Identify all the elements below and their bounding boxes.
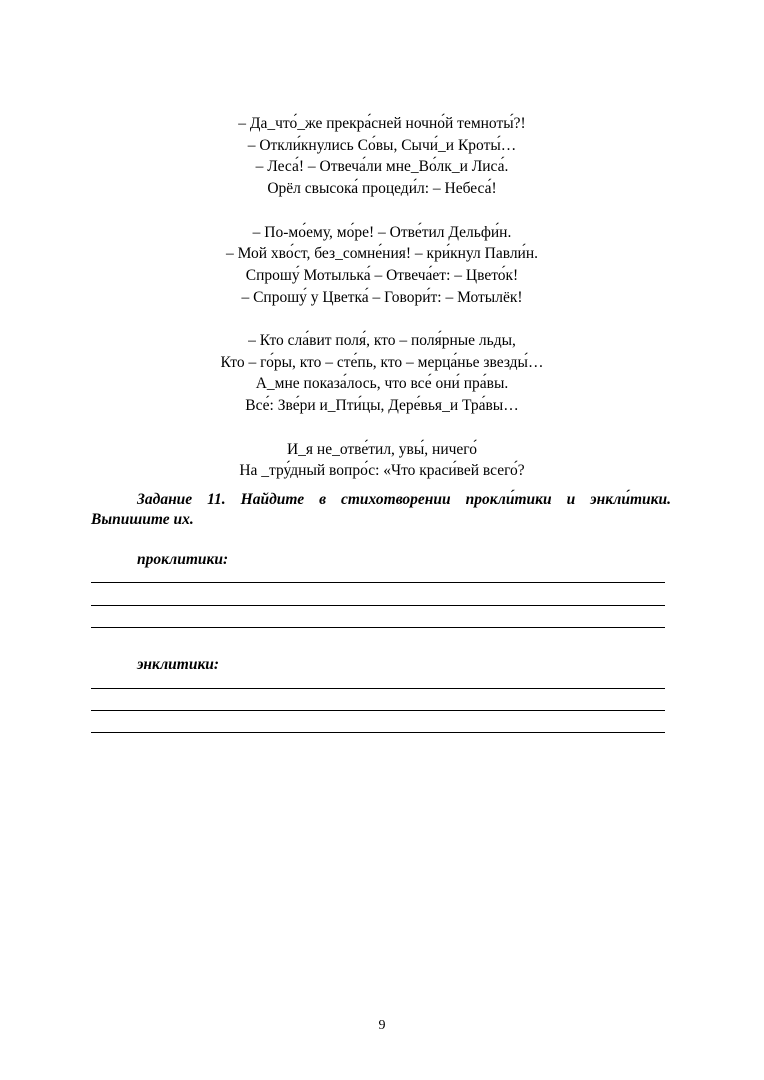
- poem-line: Спрошу́ Мотылька́ – Отвеча́ет: – Цвето́к!: [245, 266, 519, 284]
- poem-stanza-2: [0, 222, 764, 309]
- poem-line: А_мне показа́лось, что все́ они́ пра́вы.: [255, 375, 509, 393]
- poem-line: – Леса́! – Отвеча́ли мне_Во́лк_и Лиса́.: [255, 158, 509, 176]
- poem-line: Все́: Зве́ри и_Пти́цы, Дере́вья_и Тра́вы…: [245, 397, 519, 415]
- enclitics-answer-line-1[interactable]: [91, 688, 665, 689]
- poem-stanza-1: [0, 113, 764, 200]
- proclitics-label: проклитики:: [137, 551, 229, 568]
- enclitics-label: энклитики:: [137, 656, 220, 673]
- poem-line: – Мой хво́ст, без_сомне́ния! – кри́кнул Павли́н.: [225, 245, 539, 263]
- enclitics-answer-line-3[interactable]: [91, 732, 665, 733]
- poem: [0, 113, 764, 482]
- task-text: Задание 11. Найдите в стихотворении прокли́тики и энкли́тики. Выпишите их.: [91, 491, 671, 528]
- proclitics-answer-line-2[interactable]: [91, 605, 665, 606]
- poem-line: – По-мо́ему, мо́ре! – Отве́тил Дельфи́н.: [252, 223, 512, 241]
- poem-line: На _тру́дный вопро́с: «Что краси́вей всего́?: [239, 462, 525, 480]
- poem-line: И_я не_отве́тил, увы́, ничего́: [286, 440, 478, 458]
- proclitics-answer-line-1[interactable]: [91, 582, 665, 583]
- page-number: 9: [378, 1018, 386, 1033]
- proclitics-answer-line-3[interactable]: [91, 627, 665, 628]
- poem-stanza-4: [0, 439, 764, 482]
- poem-line: – Спрошу́ у Цветка́ – Говори́т: – Мотылёк!: [241, 288, 523, 306]
- enclitics-answer-line-2[interactable]: [91, 710, 665, 711]
- poem-line: – Откли́кнулись Со́вы, Сычи́_и Кроты́…: [247, 136, 517, 154]
- poem-line: Орёл свысока́ процеди́л: – Небеса́!: [267, 180, 497, 198]
- poem-line: – Кто сла́вит поля́, кто – поля́рные льды,: [248, 332, 516, 349]
- poem-stanza-3: [0, 330, 764, 417]
- poem-line: – Да_что́_же прекра́сней ночно́й темноты́?!: [238, 115, 526, 132]
- task-instruction: [91, 490, 671, 530]
- poem-line: Кто – го́ры, кто – сте́пь, кто – мерца́нье звезды́…: [220, 353, 544, 371]
